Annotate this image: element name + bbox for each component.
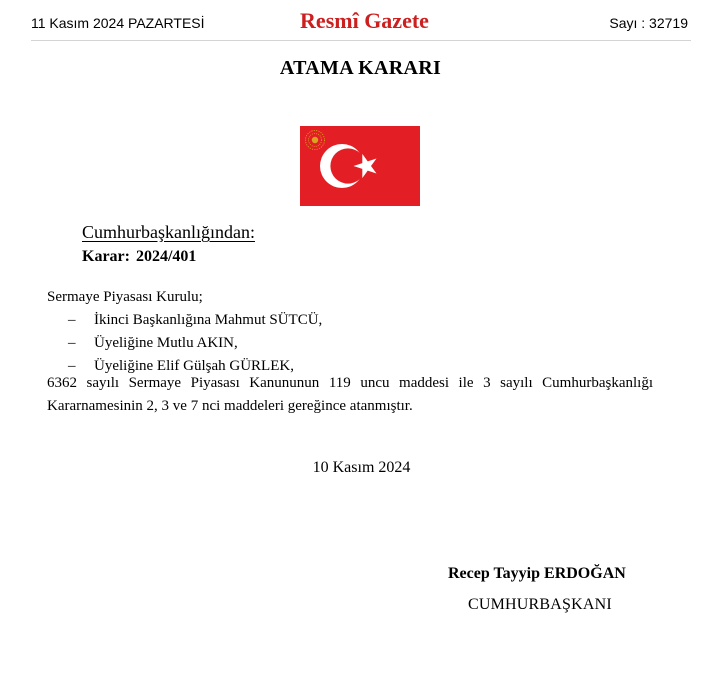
legal-basis-line: 6362 sayılı Sermaye Piyasası Kanununun 119 uncu maddesi ile 3 sayılı Cumhurbaşkanlığı — [47, 375, 653, 391]
gazette-title: Resmî Gazete — [300, 8, 429, 33]
decision-number — [82, 248, 196, 266]
header-divider — [31, 40, 691, 41]
decision-number-value: 2024/401 — [135, 248, 197, 265]
document-title: ATAMA KARARI — [279, 57, 442, 79]
appointment-text: Üyeliğine Mutlu AKIN, — [94, 335, 238, 351]
list-bullet: – — [68, 312, 76, 328]
list-bullet: – — [68, 358, 76, 374]
appointment-list — [68, 309, 322, 378]
turkish-flag-icon — [300, 126, 420, 206]
gazette-header — [0, 0, 711, 42]
issue-number: Sayı : 32719 — [609, 15, 688, 31]
decision-label: Karar: — [82, 248, 130, 265]
publication-date: 11 Kasım 2024 PAZARTESİ — [31, 15, 205, 31]
legal-basis — [47, 372, 653, 418]
legal-basis-line: Kararnamesinin 2, 3 ve 7 nci maddeleri gereğince atanmıştır. — [47, 398, 413, 414]
signer-name: Recep Tayyip ERDOĞAN — [448, 565, 626, 582]
appointment-text: İkinci Başkanlığına Mahmut SÜTCÜ, — [94, 312, 323, 328]
list-item — [68, 332, 322, 355]
signer-title: CUMHURBAŞKANI — [468, 596, 612, 613]
signature-date: 10 Kasım 2024 — [312, 459, 411, 476]
intro-text: Sermaye Piyasası Kurulu; — [47, 289, 203, 305]
issuer: Cumhurbaşkanlığından: — [82, 222, 255, 242]
list-item — [68, 309, 322, 332]
list-bullet: – — [68, 335, 76, 351]
appointment-text: Üyeliğine Elif Gülşah GÜRLEK, — [94, 358, 294, 374]
